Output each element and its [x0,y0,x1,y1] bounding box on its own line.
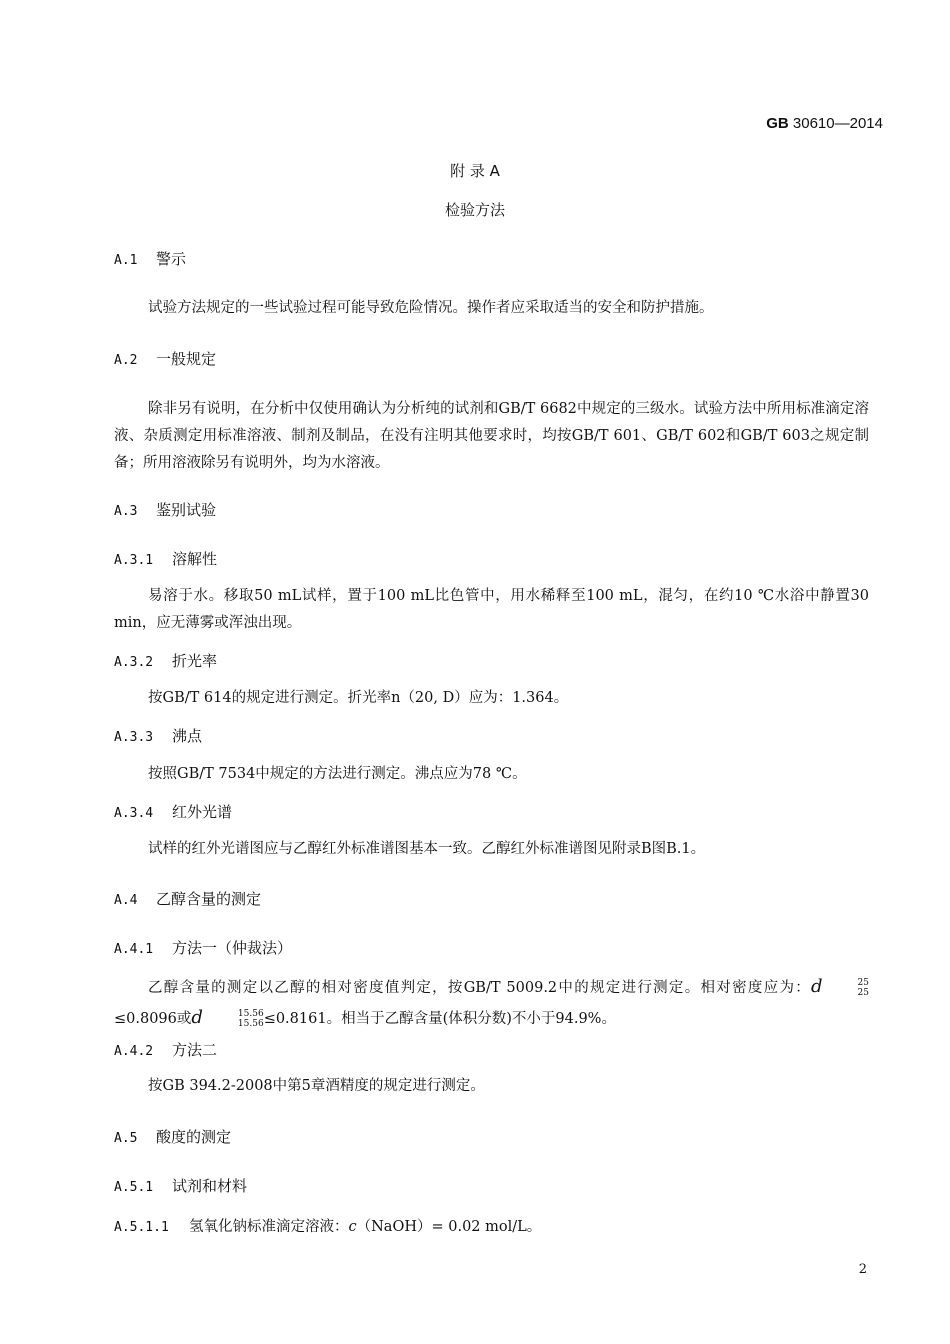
item-a5-1-1 [114,1215,541,1236]
density-index-1 [824,978,869,998]
heading-title: 方法二 [172,1041,218,1059]
appendix-title: 附 录 A [450,162,500,180]
density-symbol-2: d [191,1007,203,1028]
heading-number: A.3 [114,504,138,519]
heading-title: 红外光谱 [172,803,233,821]
paragraph-a1: 试验方法规定的一些试验过程可能导致危险情况。操作者应采取适当的安全和防护措施。 [148,300,714,316]
item-text-1: 氢氧化钠标准滴定溶液： [189,1219,349,1235]
text-part-1: 乙醇含量的测定以乙醇的相对密度值判定，按GB/T 5009.2中的规定进行测定。相对密度应为： [148,980,812,996]
appendix-subtitle: 检验方法 [444,201,505,219]
heading-number: A.3.1 [114,553,154,568]
heading-a3-2 [114,650,217,671]
paragraph-a3-4: 试样的红外光谱图应与乙醇红外标准谱图基本一致。乙醇红外标准谱图见附录B图B.1。 [148,841,706,857]
heading-a2 [114,348,216,369]
heading-title: 警示 [156,250,187,268]
heading-a4-2 [114,1039,217,1060]
heading-title: 乙醇含量的测定 [156,890,262,908]
standard-code: 30610—2014 [792,115,883,132]
paragraph-a3-3: 按照GB/T 7534中规定的方法进行测定。沸点应为78 ℃。 [148,766,527,782]
text-part-3: ≤0.8161。相当于乙醇含量(体积分数)不小于94.9%。 [263,1011,616,1027]
heading-title: 方法一（仲裁法） [172,939,293,957]
paragraph-a2: 除非另有说明，在分析中仅使用确认为分析纯的试剂和GB/T 6682中规定的三级水。试验方法中所用标准滴定溶液、杂质测定用标准溶液、制剂及制品，在没有注明其他要求时，均按GB/T 601、GB/T 602和GB/T 603之规定制备；所用溶液除另有说明外，均为水溶液。 [114,401,869,471]
paragraph-a3-2: 按GB/T 614的规定进行测定。折光率n（20, D）应为：1.364。 [148,690,569,706]
item-text-2: （NaOH）= 0.02 mol/L。 [356,1219,542,1235]
heading-a3-1 [114,548,217,569]
density-sub-2: 15.56 [237,1019,264,1029]
heading-number: A.3.3 [114,730,154,745]
heading-a4-1 [114,937,292,958]
heading-number: A.5.1 [114,1180,154,1195]
heading-number: A.2 [114,353,138,368]
heading-a5 [114,1126,231,1147]
heading-title: 一般规定 [156,350,217,368]
heading-a3-3 [114,725,202,746]
heading-number: A.3.4 [114,806,154,821]
standard-number [766,115,883,132]
heading-a3-4 [114,801,232,822]
paragraph-a3-1: 易溶于水。移取50 mL试样，置于100 mL比色管中，用水稀释至100 mL，混匀，在约10 ℃水浴中静置30 min，应无薄雾或浑浊出现。 [114,588,869,631]
density-sub-1: 25 [857,988,869,998]
density-sup-2: 15.56 [237,1009,264,1019]
paragraph-a4-2: 按GB 394.2-2008中第5章酒精度的规定进行测定。 [148,1078,485,1094]
heading-title: 折光率 [172,652,218,670]
page-number: 2 [858,1262,867,1277]
heading-a5-1 [114,1175,247,1196]
heading-title: 鉴别试验 [156,501,217,519]
text-part-2: ≤0.8096或 [114,1011,192,1027]
density-index-2 [204,1009,264,1029]
paragraph-a4-1 [114,972,869,1034]
heading-title: 酸度的测定 [156,1128,232,1146]
heading-a1 [114,248,186,269]
heading-number: A.4.2 [114,1044,154,1059]
item-number: A.5.1.1 [114,1220,169,1235]
density-symbol-1: d [811,976,823,997]
heading-title: 溶解性 [172,550,218,568]
heading-number: A.5 [114,1131,138,1146]
heading-a4 [114,888,261,909]
heading-number: A.4.1 [114,942,154,957]
heading-number: A.4 [114,893,138,908]
heading-number: A.3.2 [114,655,154,670]
concentration-symbol: c [348,1219,357,1235]
heading-title: 沸点 [172,727,203,745]
standard-prefix: GB [766,115,789,132]
heading-number: A.1 [114,253,138,268]
heading-a3 [114,499,216,520]
density-sup-1: 25 [857,978,869,988]
heading-title: 试剂和材料 [172,1177,248,1195]
